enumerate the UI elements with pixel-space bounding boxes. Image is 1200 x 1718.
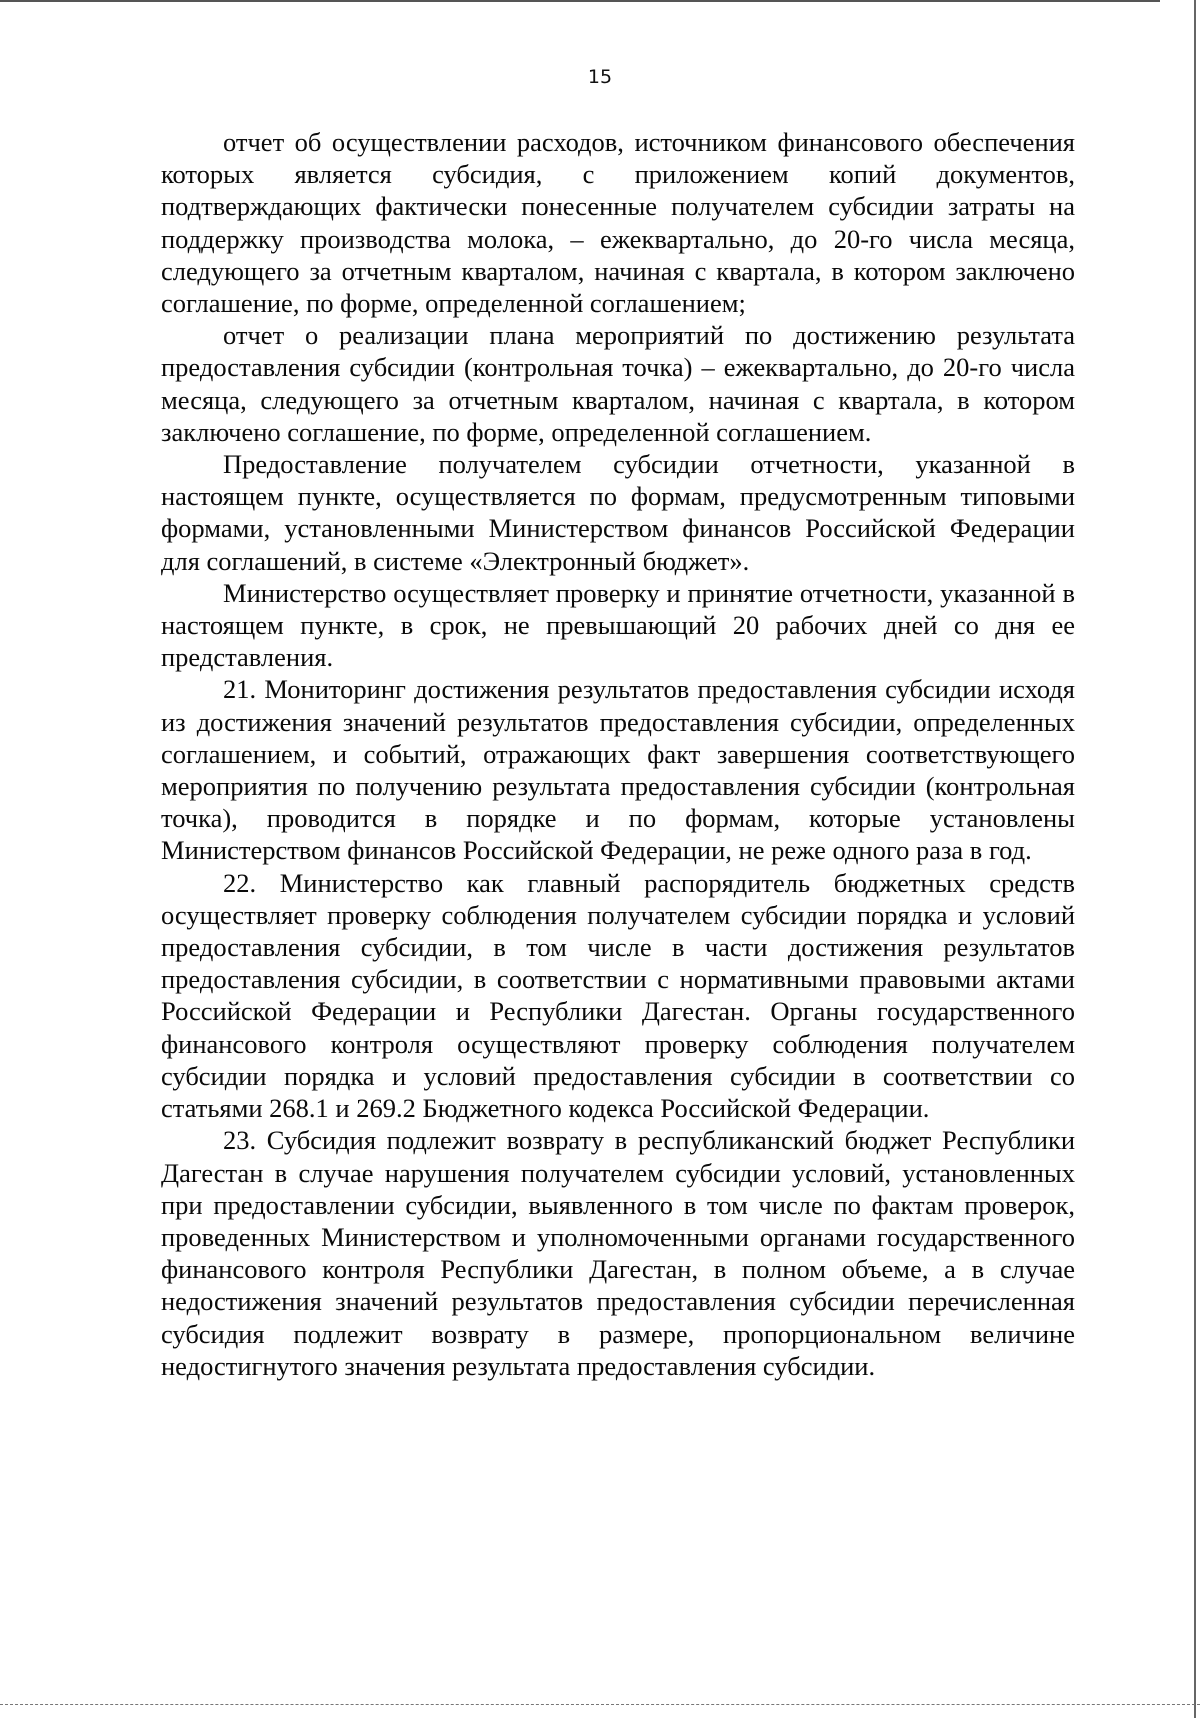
- paragraph-reporting-forms: Предоставление получателем субсидии отчетности, указанной в настоящем пункте, осуществляется по формам, предусмотренным типовыми формами, установленными Министерством финансов Российской Федерации для соглашений, в системе «Электронный бюджет».: [161, 449, 1075, 576]
- paragraph-22-control: 22. Министерство как главный распорядитель бюджетных средств осуществляет проверку соблюдения получателем субсидии порядка и условий предоставления субсидии, в том числе в части достижения результатов предоставления субсидии, в соответствии с нормативными правовыми актами Российской Федерации и Республики Дагестан. Органы государственного финансового контроля осуществляют проверку соблюдения получателем субсидии порядка и условий предоставления субсидии в соответствии со статьями 268.1 и 269.2 Бюджетного кодекса Российской Федерации.: [161, 867, 1075, 1124]
- scan-edge-right: [1194, 0, 1196, 1718]
- page-number: 15: [587, 66, 613, 88]
- scan-edge-bottom: [0, 1704, 1200, 1706]
- scan-edge-top: [0, 0, 1160, 2]
- paragraph-plan-report: отчет о реализации плана мероприятий по достижению результата предоставления субсидии (контрольная точка) – ежеквартально, до 20-го числа месяца, следующего за отчетным кварталом, начиная с квартала, в котором заключено соглашение, по форме, определенной соглашением.: [161, 320, 1075, 447]
- paragraph-expense-report: отчет об осуществлении расходов, источником финансового обеспечения которых является субсидия, с приложением копий документов, подтверждающих фактически понесенные получателем субсидии затраты на поддержку производства молока, – ежеквартально, до 20-го числа месяца, следующего за отчетным кварталом, начиная с квартала, в котором заключено соглашение, по форме, определенной соглашением;: [161, 127, 1075, 319]
- paragraph-ministry-check: Министерство осуществляет проверку и принятие отчетности, указанной в настоящем пункте, в срок, не превышающий 20 рабочих дней со дня ее представления.: [161, 577, 1075, 673]
- document-body: [161, 126, 1075, 1382]
- paragraph-23-refund: 23. Субсидия подлежит возврату в республиканский бюджет Республики Дагестан в случае нарушения получателем субсидии условий, установленных при предоставлении субсидии, выявленного в том числе по фактам проверок, проведенных Министерством и уполномоченными органами государственного финансового контроля Республики Дагестан, в полном объеме, а в случае недостижения значений результатов предоставления субсидии перечисленная субсидия подлежит возврату в размере, пропорциональном величине недостигнутого значения результата предоставления субсидии.: [161, 1125, 1075, 1381]
- paragraph-21-monitoring: 21. Мониторинг достижения результатов предоставления субсидии исходя из достижения значений результатов предоставления субсидии, определенных соглашением, и событий, отражающих факт завершения соответствующего мероприятия по получению результата предоставления субсидии (контрольная точка), проводится в порядке и по формам, которые установлены Министерством финансов Российской Федерации, не реже одного раза в год.: [161, 674, 1075, 866]
